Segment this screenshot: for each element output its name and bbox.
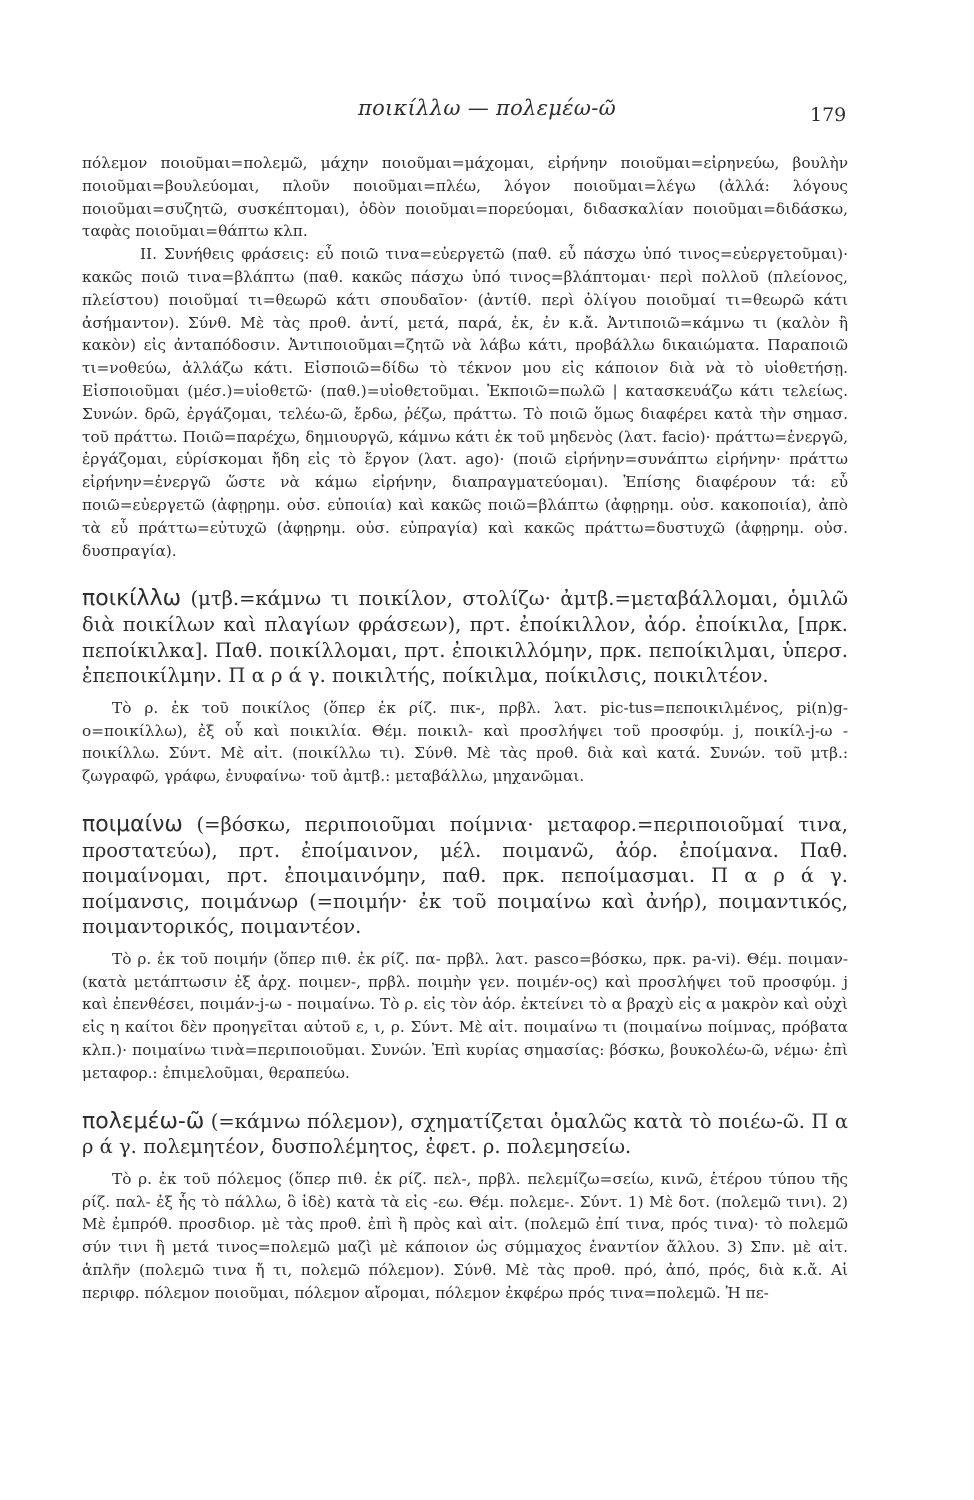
entry-lemma: ποικίλλω [82,586,182,612]
entry-definition: (=κάμνω πόλεμον), σχηματίζεται ὁμαλῶς κατὰ τὸ ποιέω-ῶ. Π α ρ ά γ. πολεμητέον, δυσπολέμητος, ἐφετ. ρ. πολεμησείω. [82,1109,849,1159]
continuation-paragraph: II. Συνήθεις φράσεις: εὖ ποιῶ τινα=εὐεργετῶ (παθ. εὖ πάσχω ὑπό τινος=εὐεργετοῦμαι)· κακῶς ποιῶ τινα=βλάπτω (παθ. κακῶς πάσχω ὑπό τινος=βλάπτομαι· περὶ πολλοῦ (πλείονος, πλείστου) ποιοῦμαί τι=θεωρῶ κάτι σπουδαῖον· (ἀντίθ. περὶ ὀλίγου ποιοῦμαί τι=θεωρῶ κάτι ἀσήμαντον). Σύνθ. Μὲ τὰς προθ. ἀντί, μετά, παρά, ἐκ, ἐν κ.ἄ. Ἀντιποιῶ=κάμνω τι (καλὸν ἢ κακὸν) εἰς ἀνταπόδοσιν. Ἀντιποιοῦμαι=ζητῶ νὰ λάβω κάτι, προβάλλω δικαιώματα. Παραποιῶ τι=νοθεύω, ἀλλάζω κάτι. Εἰσποιῶ=δίδω τὸ τέκνον μου εἰς κάποιον διὰ νὰ τὸ υἱοθετήσῃ. Εἰσποιοῦμαι (μέσ.)=υἱοθετῶ· (παθ.)=υἱοθετοῦμαι. Ἐκποιῶ=πωλῶ | κατασκευάζω κάτι τελείως. Συνών. δρῶ, ἐργάζομαι, τελέω-ῶ, ἔρδω, ῥέζω, πράττω. Τὸ ποιῶ ὅμως διαφέρει κατὰ τὴν σημασ. τοῦ πράττω. Ποιῶ=παρέχω, δημιουργῶ, κάμνω κάτι ἐκ τοῦ μηδενὸς (λατ. facio)· πράττω=ἐνεργῶ, ἐργάζομαι, εὑρίσκομαι ἤδη εἰς τὸ ἔργον (λατ. ago)· (ποιῶ εἰρήνην=συνάπτω εἰρήνην· πράττω εἰρήνην=ἐνεργῶ ὥστε νὰ κάμω εἰρήνην, διαπραγματεύομαι). Ἐπίσης διαφέρουν τά: εὖ ποιῶ=εὐεργετῶ (ἀφῃρημ. οὐσ. εὐποιία) καὶ κακῶς ποιῶ=βλάπτω (ἀφῃρημ. οὐσ. κακοποιία), ἀπὸ τὰ εὖ πράττω=εὐτυχῶ (ἀφῃρημ. οὐσ. εὐπραγία) καὶ κακῶς πράττω=δυστυχῶ (ἀφῃρημ. οὐσ. δυσπραγία). [82,245,848,560]
continuation-paragraph: πόλεμον ποιοῦμαι=πολεμῶ, μάχην ποιοῦμαι=μάχομαι, εἰρήνην ποιοῦμαι=εἰρηνεύω, βουλὴν ποιοῦμαι=βουλεύομαι, πλοῦν ποιοῦμαι=πλέω, λόγον ποιοῦμαι=λέγω (ἀλλά: λόγους ποιοῦμαι=συζητῶ, συσκέπτομαι), ὁδὸν ποιοῦμαι=πορεύομαι, διδασκαλίαν ποιοῦμαι=διδάσκω, ταφὰς ποιοῦμαι=θάπτω κλπ. [82,154,848,241]
entry-etymology: Τὸ ρ. ἐκ τοῦ ποικίλος (ὅπερ ἐκ ρίζ. πικ-, πρβλ. λατ. pic-tus=πεποικιλμένος, pi(n)g-o=ποικίλλω), ἐξ οὗ καὶ ποικιλία. Θέμ. ποικιλ- καὶ προσλήψει τοῦ προσφύμ. j, ποικίλ-j-ω - ποικίλλω. Σύντ. Μὲ αἰτ. (ποικίλλω τι). Σύνθ. Μὲ τὰς προθ. διὰ καὶ κατά. Συνών. τοῦ μτβ.: ζωγραφῶ, γράφω, ἐνυφαίνω· τοῦ ἀμτβ.: μεταβάλλω, μηχανῶμαι. [82,698,848,786]
entry-polemeo [82,1109,848,1160]
entry-etymology: Τὸ ρ. ἐκ τοῦ πόλεμος (ὅπερ πιθ. ἐκ ρίζ. πελ-, πρβλ. πελεμίζω=σείω, κινῶ, ἑτέρου τύπου τῆς ρίζ. παλ- ἐξ ἧς τὸ πάλλω, ὃ ἰδὲ) κατὰ τὰ εἰς -εω. Θέμ. πολεμε-. Σύντ. 1) Μὲ δοτ. (πολεμῶ τινι). 2) Μὲ ἐμπρόθ. προσδιορ. μὲ τὰς προθ. ἐπὶ ἢ πρὸς καὶ αἰτ. (πολεμῶ ἐπί τινα, πρός τινα)· τὸ πολεμῶ σύν τινι ἢ μετά τινος=πολεμῶ μαζὶ μὲ κάποιον ὡς σύμμαχος ἐναντίον ἄλλου. 3) Σπν. μὲ αἰτ. ἁπλῆν (πολεμῶ τινα ἤ τι, πολεμῶ πόλεμον). Σύνθ. Μὲ τὰς προθ. πρό, ἀπό, πρός, διὰ κ.ἄ. Αἱ περιφρ. πόλεμον ποιοῦμαι, πόλεμον αἴρομαι, πόλεμον ἐκφέρω πρός τινα=πολεμῶ. Ἡ πε- [82,1169,848,1302]
entry-poimaino [82,812,848,940]
entry-etymology: Τὸ ρ. ἐκ τοῦ ποιμήν (ὅπερ πιθ. ἐκ ρίζ. πα- πρβλ. λατ. pasco=βόσκω, πρκ. pa-vi). Θέμ. ποιμαν- (κατὰ μετάπτωσιν ἐξ ἀρχ. ποιμεν-, πρβλ. ποιμὴν γεν. ποιμέν-ος) καὶ προσλήψει τοῦ προσφύμ. j καὶ ἐπενθέσει, ποιμάν-j-ω - ποιμαίνω. Τὸ ρ. εἰς τὸν ἀόρ. ἐκτείνει τὸ α βραχὺ εἰς α μακρὸν καὶ οὐχὶ εἰς η καίτοι δὲν προηγεῖται αὐτοῦ ε, ι, ρ. Σύντ. Μὲ αἰτ. ποιμαίνω τι (ποιμαίνω ποίμνας, πρόβατα κλπ.)· ποιμαίνω τινὰ=περιποιοῦμαι. Συνών. Ἐπὶ κυρίας σημασίας: βόσκω, βουκολέω-ῶ, νέμω· ἐπὶ μεταφορ.: ἐπιμελοῦμαι, θεραπεύω. [82,949,848,1082]
running-head: ποικίλλω — πολεμέω-ῶ [357,96,617,120]
entry-definition: (=βόσκω, περιποιοῦμαι ποίμνια· μεταφορ.=περιποιοῦμαί τινα, προστατεύω), πρτ. ἐποίμαινον, μέλ. ποιμανῶ, ἀόρ. ἐποίμανα. Παθ. ποιμαίνομαι, πρτ. ἐποιμαινόμην, παθ. πρκ. πεποίμασμαι. Π α ρ ά γ. ποίμανσις, ποιμάνωρ (=ποιμήν· ἐκ τοῦ ποιμαίνω καὶ ἀνήρ), ποιμαντικός, ποιμαντορικός, ποιμαντέον. [82,812,848,939]
entry-poikillo [82,586,848,688]
entry-lemma: ποιμαίνω [82,811,183,837]
body-text [82,152,848,1305]
entry-definition: (μτβ.=κάμνω τι ποικίλον, στολίζω· ἀμτβ.=μεταβάλλομαι, ὁμιλῶ διὰ ποικίλων καὶ πλαγίων φράσεων), πρτ. ἐποίκιλλον, ἀόρ. ἐποίκιλα, [πρκ. πεποίκιλκα]. Παθ. ποικίλλομαι, πρτ. ἐποικιλλόμην, πρκ. πεποίκιλμαι, ὑπερσ. ἐπεποικίλμην. Π α ρ ά γ. ποικιλτής, ποίκιλμα, ποίκιλσις, ποικιλτέον. [82,587,848,688]
page-number: 179 [810,104,847,126]
entry-lemma: πολεμέω-ῶ [82,1108,205,1134]
